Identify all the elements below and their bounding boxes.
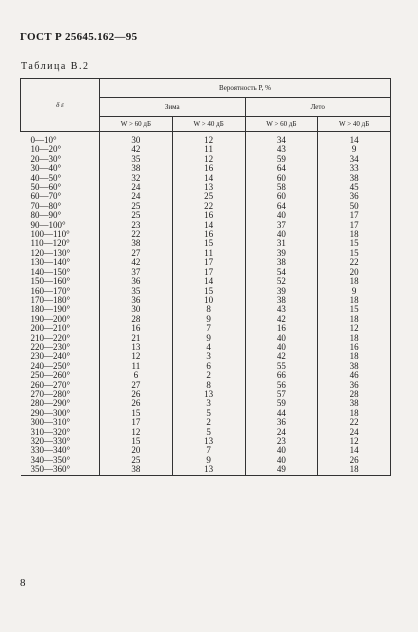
value-cell: 28 bbox=[318, 390, 391, 399]
value-cell: 22 bbox=[318, 418, 391, 427]
value-cell: 18 bbox=[318, 352, 391, 361]
value-cell: 40 bbox=[245, 446, 318, 455]
value-cell: 40 bbox=[245, 334, 318, 343]
value-cell: 34 bbox=[245, 132, 318, 146]
angle-cell: 0—10° bbox=[30, 135, 57, 145]
angle-cell: 80—90° bbox=[30, 210, 62, 221]
value-cell: 42 bbox=[100, 258, 173, 267]
value-cell: 22 bbox=[318, 258, 391, 267]
value-cell: 16 bbox=[100, 324, 173, 333]
value-cell: 9 bbox=[172, 334, 245, 343]
value-cell: 60 bbox=[245, 192, 318, 201]
value-cell: 15 bbox=[100, 409, 173, 418]
angle-cell: 150—160° bbox=[30, 276, 71, 287]
value-cell: 11 bbox=[172, 145, 245, 154]
value-cell: 16 bbox=[172, 211, 245, 220]
angle-cell: 100—110° bbox=[30, 229, 70, 240]
value-cell: 20 bbox=[100, 446, 173, 455]
value-cell: 59 bbox=[245, 155, 318, 164]
value-cell: 38 bbox=[100, 164, 173, 173]
value-cell: 8 bbox=[172, 305, 245, 314]
angle-cell: 190—200° bbox=[30, 313, 71, 324]
angle-cell: 120—130° bbox=[30, 247, 71, 258]
value-cell: 17 bbox=[172, 258, 245, 267]
angle-cell: 180—190° bbox=[30, 304, 71, 315]
value-cell: 66 bbox=[245, 371, 318, 380]
value-cell: 16 bbox=[172, 164, 245, 173]
value-cell: 18 bbox=[318, 465, 391, 475]
value-cell: 11 bbox=[100, 362, 173, 371]
angle-cell: 260—270° bbox=[30, 379, 71, 390]
value-cell: 14 bbox=[318, 132, 391, 146]
value-cell: 5 bbox=[172, 409, 245, 418]
value-cell: 8 bbox=[172, 381, 245, 390]
value-cell: 9 bbox=[318, 287, 391, 296]
value-cell: 17 bbox=[318, 211, 391, 220]
angle-cell: 330—340° bbox=[30, 445, 71, 456]
angle-cell: 40—50° bbox=[30, 172, 62, 183]
value-cell: 57 bbox=[245, 390, 318, 399]
angle-cell: 290—300° bbox=[30, 407, 71, 418]
value-cell: 15 bbox=[318, 249, 391, 258]
angle-cell: 30—40° bbox=[30, 163, 62, 174]
value-cell: 49 bbox=[245, 465, 318, 475]
value-cell: 17 bbox=[100, 418, 173, 427]
angle-cell: 170—180° bbox=[30, 294, 71, 305]
value-cell: 23 bbox=[245, 437, 318, 446]
angle-cell: 310—320° bbox=[30, 426, 71, 437]
value-cell: 15 bbox=[172, 287, 245, 296]
value-cell: 37 bbox=[245, 221, 318, 230]
value-cell: 13 bbox=[172, 183, 245, 192]
angle-cell: 140—150° bbox=[30, 266, 71, 277]
value-cell: 55 bbox=[245, 362, 318, 371]
value-cell: 40 bbox=[245, 211, 318, 220]
value-cell: 24 bbox=[100, 192, 173, 201]
value-cell: 26 bbox=[100, 399, 173, 408]
value-cell: 37 bbox=[100, 268, 173, 277]
value-cell: 34 bbox=[318, 155, 391, 164]
value-cell: 43 bbox=[245, 145, 318, 154]
angle-cell: 160—170° bbox=[30, 285, 71, 296]
value-cell: 35 bbox=[100, 155, 173, 164]
value-cell: 18 bbox=[318, 315, 391, 324]
value-cell: 14 bbox=[172, 221, 245, 230]
document-header: ГОСТ Р 25645.162—95 bbox=[20, 31, 138, 43]
value-cell: 14 bbox=[172, 174, 245, 183]
value-cell: 38 bbox=[100, 465, 173, 475]
value-cell: 10 bbox=[172, 296, 245, 305]
angle-cell: 60—70° bbox=[30, 191, 62, 202]
value-cell: 15 bbox=[100, 437, 173, 446]
value-cell: 33 bbox=[318, 164, 391, 173]
value-cell: 59 bbox=[245, 399, 318, 408]
value-cell: 38 bbox=[318, 399, 391, 408]
value-cell: 13 bbox=[172, 465, 245, 475]
value-cell: 6 bbox=[172, 362, 245, 371]
value-cell: 31 bbox=[245, 239, 318, 248]
value-cell: 44 bbox=[245, 409, 318, 418]
probability-header: Вероятность P, % bbox=[100, 79, 391, 98]
value-cell: 2 bbox=[172, 418, 245, 427]
subcolumn-header: W > 40 дБ bbox=[318, 117, 391, 132]
angle-cell: 350—360° bbox=[21, 465, 100, 475]
value-cell: 39 bbox=[245, 249, 318, 258]
angle-cell: 210—220° bbox=[30, 332, 71, 343]
value-cell: 9 bbox=[172, 315, 245, 324]
value-cell: 13 bbox=[172, 390, 245, 399]
angle-cell: 240—250° bbox=[30, 360, 71, 371]
value-cell: 16 bbox=[172, 230, 245, 239]
value-cell: 27 bbox=[100, 381, 173, 390]
value-cell: 56 bbox=[245, 381, 318, 390]
angle-cell: 230—240° bbox=[30, 351, 71, 362]
value-cell: 38 bbox=[245, 296, 318, 305]
value-cell: 15 bbox=[172, 239, 245, 248]
angle-cell: 340—350° bbox=[30, 454, 71, 465]
season-header-summer: Лето bbox=[245, 98, 391, 117]
value-cell: 28 bbox=[100, 315, 173, 324]
value-cell: 26 bbox=[100, 390, 173, 399]
value-cell: 7 bbox=[172, 324, 245, 333]
angle-cell: 300—310° bbox=[30, 417, 71, 428]
value-cell: 40 bbox=[245, 230, 318, 239]
table-body bbox=[21, 132, 391, 476]
table-caption: Таблица В.2 bbox=[21, 61, 90, 72]
angle-cell: 220—230° bbox=[30, 341, 71, 352]
value-cell: 26 bbox=[318, 456, 391, 465]
value-cell: 36 bbox=[318, 192, 391, 201]
value-cell: 36 bbox=[318, 381, 391, 390]
value-cell: 15 bbox=[318, 239, 391, 248]
angle-cell: 130—140° bbox=[30, 257, 71, 268]
value-cell: 24 bbox=[100, 183, 173, 192]
table-row bbox=[21, 465, 391, 475]
value-cell: 36 bbox=[100, 277, 173, 286]
value-cell: 52 bbox=[245, 277, 318, 286]
value-cell: 16 bbox=[318, 343, 391, 352]
value-cell: 25 bbox=[172, 192, 245, 201]
subcolumn-header: W > 60 дБ bbox=[100, 117, 173, 132]
value-cell: 16 bbox=[245, 324, 318, 333]
value-cell: 13 bbox=[100, 343, 173, 352]
value-cell: 12 bbox=[172, 132, 245, 146]
value-cell: 54 bbox=[245, 268, 318, 277]
subcolumn-header: W > 60 дБ bbox=[245, 117, 318, 132]
value-cell: 18 bbox=[318, 409, 391, 418]
angle-cell: 90—100° bbox=[30, 219, 66, 230]
value-cell: 25 bbox=[100, 202, 173, 211]
value-cell: 42 bbox=[100, 145, 173, 154]
value-cell: 15 bbox=[318, 305, 391, 314]
value-cell: 50 bbox=[318, 202, 391, 211]
value-cell: 40 bbox=[245, 456, 318, 465]
value-cell: 43 bbox=[245, 305, 318, 314]
value-cell: 45 bbox=[318, 183, 391, 192]
value-cell: 18 bbox=[318, 296, 391, 305]
value-cell: 13 bbox=[172, 437, 245, 446]
value-cell: 30 bbox=[100, 132, 173, 146]
value-cell: 42 bbox=[245, 352, 318, 361]
value-cell: 21 bbox=[100, 334, 173, 343]
table-row bbox=[21, 132, 391, 146]
value-cell: 38 bbox=[100, 239, 173, 248]
value-cell: 58 bbox=[245, 183, 318, 192]
value-cell: 9 bbox=[318, 145, 391, 154]
value-cell: 32 bbox=[100, 174, 173, 183]
value-cell: 24 bbox=[245, 428, 318, 437]
value-cell: 38 bbox=[318, 362, 391, 371]
value-cell: 12 bbox=[318, 324, 391, 333]
value-cell: 17 bbox=[318, 221, 391, 230]
value-cell: 39 bbox=[245, 287, 318, 296]
value-cell: 25 bbox=[100, 456, 173, 465]
angle-cell: 250—260° bbox=[30, 370, 71, 381]
value-cell: 5 bbox=[172, 428, 245, 437]
page-number: 8 bbox=[20, 577, 26, 589]
value-cell: 14 bbox=[318, 446, 391, 455]
value-cell: 20 bbox=[318, 268, 391, 277]
value-cell: 18 bbox=[318, 277, 391, 286]
value-cell: 30 bbox=[100, 305, 173, 314]
value-cell: 64 bbox=[245, 164, 318, 173]
angle-cell: 70—80° bbox=[30, 200, 62, 211]
value-cell: 22 bbox=[172, 202, 245, 211]
angle-cell: 50—60° bbox=[30, 182, 62, 193]
angle-column-header: δ ε bbox=[21, 79, 100, 132]
value-cell: 17 bbox=[172, 268, 245, 277]
value-cell: 2 bbox=[172, 371, 245, 380]
value-cell: 6 bbox=[100, 371, 173, 380]
value-cell: 36 bbox=[100, 296, 173, 305]
angle-cell: 320—330° bbox=[30, 436, 71, 446]
value-cell: 46 bbox=[318, 371, 391, 380]
value-cell: 25 bbox=[100, 211, 173, 220]
subcolumn-header: W > 40 дБ bbox=[172, 117, 245, 132]
value-cell: 60 bbox=[245, 174, 318, 183]
value-cell: 11 bbox=[172, 249, 245, 258]
value-cell: 7 bbox=[172, 446, 245, 455]
angle-cell: 280—290° bbox=[30, 398, 71, 409]
value-cell: 64 bbox=[245, 202, 318, 211]
angle-cell: 20—30° bbox=[30, 153, 62, 164]
value-cell: 42 bbox=[245, 315, 318, 324]
value-cell: 14 bbox=[172, 277, 245, 286]
value-cell: 12 bbox=[172, 155, 245, 164]
value-cell: 12 bbox=[100, 352, 173, 361]
value-cell: 40 bbox=[245, 343, 318, 352]
value-cell: 12 bbox=[100, 428, 173, 437]
value-cell: 24 bbox=[318, 428, 391, 437]
value-cell: 12 bbox=[318, 437, 391, 446]
value-cell: 9 bbox=[172, 456, 245, 465]
value-cell: 18 bbox=[318, 334, 391, 343]
value-cell: 4 bbox=[172, 343, 245, 352]
value-cell: 38 bbox=[318, 174, 391, 183]
angle-cell: 110—120° bbox=[30, 238, 70, 249]
angle-cell: 270—280° bbox=[30, 388, 71, 399]
value-cell: 35 bbox=[100, 287, 173, 296]
value-cell: 3 bbox=[172, 352, 245, 361]
value-cell: 27 bbox=[100, 249, 173, 258]
angle-cell: 10—20° bbox=[30, 144, 62, 155]
season-header-winter: Зима bbox=[100, 98, 246, 117]
value-cell: 38 bbox=[245, 258, 318, 267]
value-cell: 22 bbox=[100, 230, 173, 239]
value-cell: 36 bbox=[245, 418, 318, 427]
value-cell: 23 bbox=[100, 221, 173, 230]
probability-table bbox=[20, 78, 391, 476]
angle-cell: 200—210° bbox=[30, 323, 71, 334]
value-cell: 3 bbox=[172, 399, 245, 408]
value-cell: 18 bbox=[318, 230, 391, 239]
table-header bbox=[21, 79, 391, 132]
